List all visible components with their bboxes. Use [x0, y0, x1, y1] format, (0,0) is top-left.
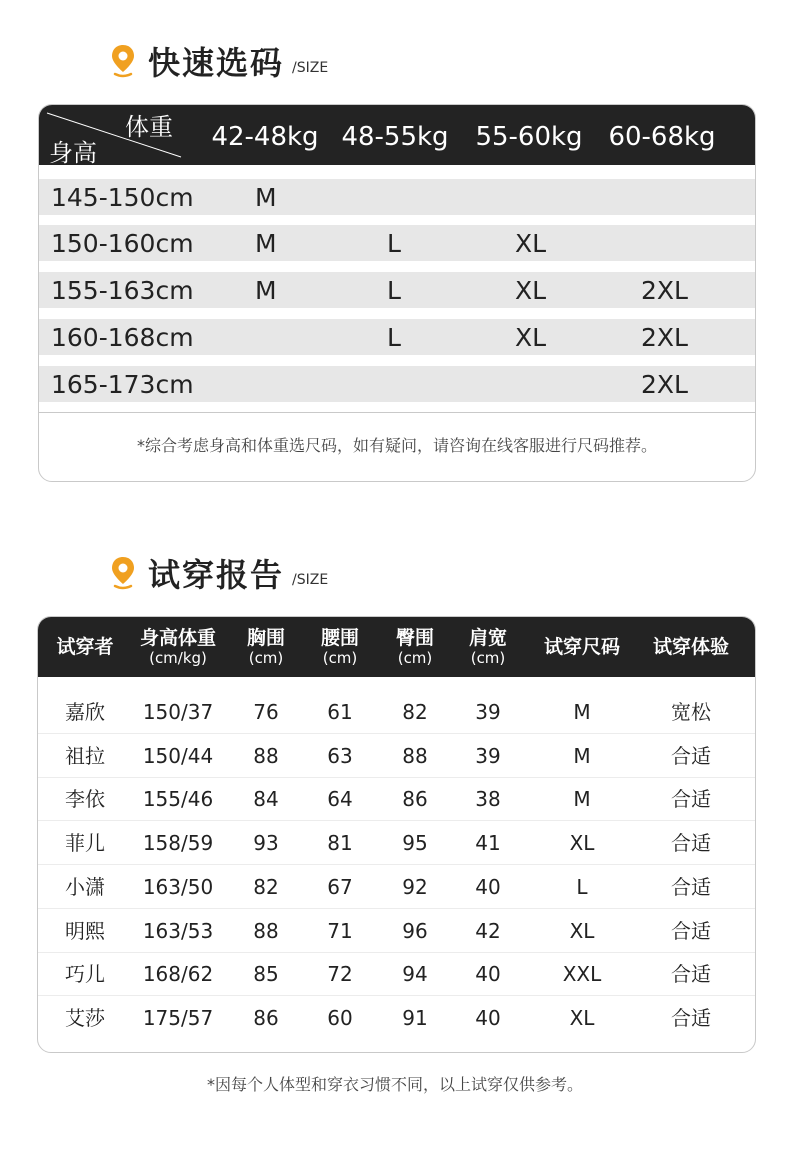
table-cell: 88	[253, 918, 279, 943]
size-value: XL	[515, 276, 547, 305]
table-cell: 85	[253, 962, 279, 987]
table-cell: 63	[327, 743, 353, 768]
size-value: M	[255, 183, 277, 212]
table-cell: 94	[402, 962, 428, 987]
size-row	[39, 272, 755, 308]
size-row	[39, 179, 755, 215]
table-cell: XL	[569, 918, 595, 943]
table-cell: 李依	[65, 787, 105, 812]
height-header-label: 身高	[49, 139, 97, 167]
table-cell: 86	[253, 1005, 279, 1030]
column-header: 肩宽 (cm)	[468, 627, 508, 667]
size-value: 2XL	[641, 323, 688, 352]
table-cell: 175/57	[142, 1005, 214, 1030]
weight-range-header: 42-48kg	[211, 122, 319, 152]
table-cell: 88	[402, 743, 428, 768]
height-range: 155-163cm	[51, 276, 194, 305]
table-cell: 81	[327, 831, 353, 856]
table-cell: 祖拉	[65, 743, 105, 768]
table-cell: 150/37	[142, 700, 214, 724]
table-cell: 158/59	[142, 831, 214, 856]
size-row	[39, 366, 755, 402]
size-value: M	[255, 229, 277, 258]
tryon-section-title	[110, 550, 328, 596]
tryon-header	[38, 617, 755, 677]
height-range: 160-168cm	[51, 323, 194, 352]
column-header: 臀围 (cm)	[395, 627, 435, 667]
table-cell: XL	[569, 1005, 595, 1030]
size-chart-card	[38, 104, 756, 482]
size-value: L	[387, 323, 401, 352]
size-value: L	[387, 229, 401, 258]
table-row	[38, 820, 755, 865]
table-row	[38, 951, 755, 996]
column-header: 试穿尺码	[543, 636, 621, 658]
table-cell: 60	[327, 1005, 353, 1030]
table-cell: XXL	[562, 962, 602, 987]
size-value: M	[255, 276, 277, 305]
table-cell: XL	[569, 831, 595, 856]
table-cell: 合适	[671, 874, 711, 899]
table-row	[38, 776, 755, 821]
location-pin-icon	[110, 44, 136, 78]
height-range: 145-150cm	[51, 183, 194, 212]
table-cell: 40	[475, 1005, 501, 1030]
table-cell: 41	[475, 831, 501, 856]
table-cell: 64	[327, 787, 353, 812]
tryon-note: *因每个人体型和穿衣习惯不同，以上试穿仅供参考。	[206, 1075, 583, 1094]
table-cell: 88	[253, 743, 279, 768]
table-cell: 合适	[671, 743, 711, 768]
table-cell: 86	[402, 787, 428, 812]
table-cell: 163/53	[142, 918, 214, 943]
table-cell: M	[573, 787, 591, 812]
table-cell: 嘉欣	[65, 700, 105, 724]
tryon-report-card	[37, 616, 756, 1053]
table-cell: 71	[327, 918, 353, 943]
table-cell: 84	[253, 787, 279, 812]
table-cell: 38	[475, 787, 501, 812]
table-cell: 39	[475, 743, 501, 768]
table-cell: 39	[475, 700, 501, 724]
table-cell: M	[573, 700, 591, 724]
column-header: 试穿体验	[652, 636, 730, 658]
size-value: XL	[515, 229, 547, 258]
table-cell: 61	[327, 700, 353, 724]
title-subtitle: /SIZE	[292, 60, 329, 76]
table-cell: 76	[253, 700, 279, 724]
table-cell: 155/46	[142, 787, 214, 812]
size-row	[39, 225, 755, 261]
column-header: 腰围 (cm)	[320, 627, 360, 667]
table-cell: L	[576, 874, 588, 899]
table-cell: 150/44	[142, 743, 214, 768]
height-range: 150-160cm	[51, 229, 194, 258]
table-cell: 宽松	[671, 700, 711, 724]
table-cell: 巧儿	[65, 962, 105, 987]
table-row	[38, 689, 755, 734]
table-row	[38, 733, 755, 778]
table-cell: 40	[475, 962, 501, 987]
table-row	[38, 908, 755, 953]
table-cell: 明熙	[65, 918, 105, 943]
table-cell: 163/50	[142, 874, 214, 899]
table-cell: 合适	[671, 831, 711, 856]
column-header: 胸围 (cm)	[246, 627, 286, 667]
size-value: L	[387, 276, 401, 305]
size-note: *综合考虑身高和体重选尺码，如有疑问，请咨询在线客服进行尺码推荐。	[136, 436, 657, 455]
table-cell: 合适	[671, 918, 711, 943]
table-cell: 82	[402, 700, 428, 724]
table-cell: 92	[402, 874, 428, 899]
table-cell: 168/62	[142, 962, 214, 987]
size-row	[39, 319, 755, 355]
height-range: 165-173cm	[51, 370, 194, 399]
divider	[39, 412, 755, 413]
table-cell: 95	[402, 831, 428, 856]
weight-range-header: 60-68kg	[608, 122, 716, 152]
table-cell: 合适	[671, 1005, 711, 1030]
page-title: 快速选码	[148, 44, 285, 82]
weight-range-header: 55-60kg	[475, 122, 583, 152]
size-section-title	[110, 38, 328, 84]
table-cell: 菲儿	[65, 831, 105, 856]
weight-header-label: 体重	[125, 113, 173, 141]
size-value: 2XL	[641, 370, 688, 399]
weight-range-header: 48-55kg	[341, 122, 449, 152]
table-cell: 72	[327, 962, 353, 987]
section-title: 试穿报告	[148, 556, 285, 594]
table-cell: 93	[253, 831, 279, 856]
table-cell: M	[573, 743, 591, 768]
table-cell: 40	[475, 874, 501, 899]
table-cell: 96	[402, 918, 428, 943]
table-cell: 小潇	[65, 874, 105, 899]
location-pin-icon	[110, 556, 136, 590]
table-cell: 82	[253, 874, 279, 899]
table-cell: 42	[475, 918, 501, 943]
table-cell: 91	[402, 1005, 428, 1030]
table-row	[38, 864, 755, 909]
table-cell: 合适	[671, 962, 711, 987]
table-row	[38, 995, 755, 1039]
title-subtitle: /SIZE	[292, 572, 329, 588]
table-cell: 艾莎	[65, 1005, 105, 1030]
size-value: XL	[515, 323, 547, 352]
column-header: 试穿者	[56, 636, 114, 658]
size-chart-header	[39, 105, 755, 165]
column-header: 身高体重 (cm/kg)	[139, 627, 217, 667]
size-value: 2XL	[641, 276, 688, 305]
table-cell: 67	[327, 874, 353, 899]
table-cell: 合适	[671, 787, 711, 812]
